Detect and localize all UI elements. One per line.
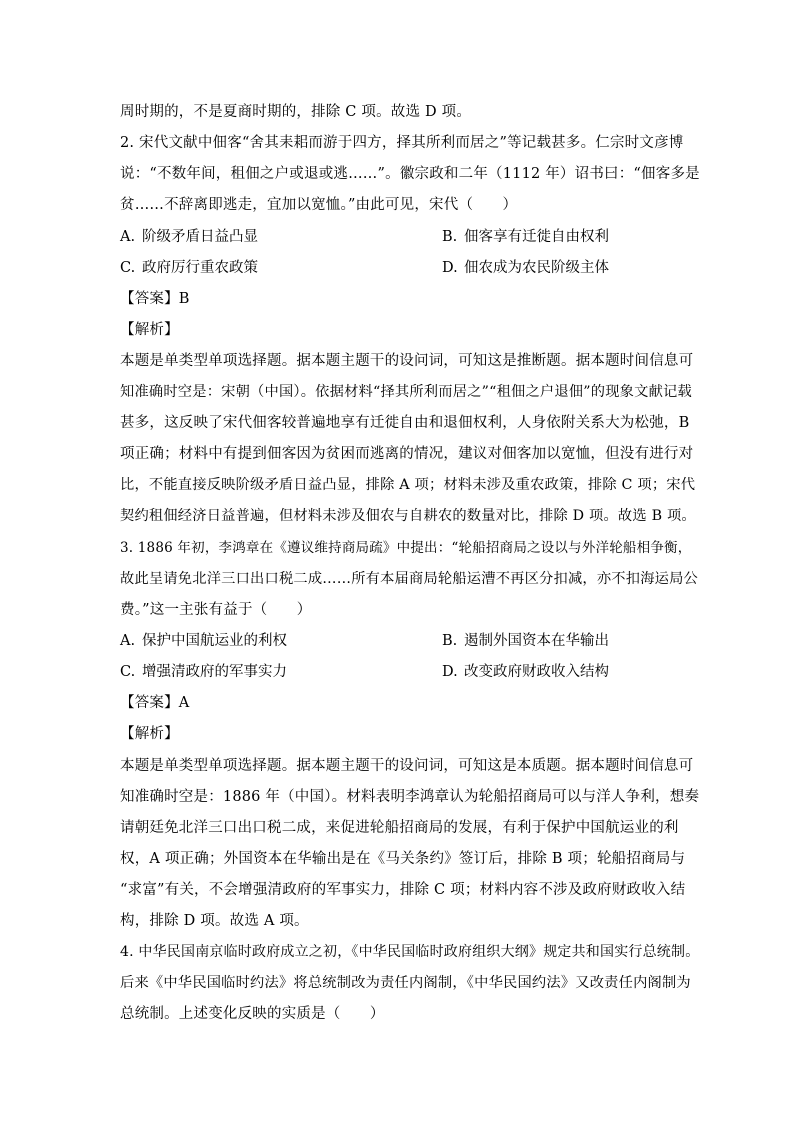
q2-option-a bbox=[120, 228, 258, 246]
option-letter: B. bbox=[442, 633, 458, 649]
option-text: 遏制外国资本在华输出 bbox=[464, 633, 609, 649]
option-letter: A. bbox=[120, 229, 136, 245]
option-text: 阶级矛盾日益凸显 bbox=[142, 229, 258, 245]
question-4-stem: 4. 中华民国南京临时政府成立之初，《中华民国临时政府组织大纲》规定共和国实行总统制。 bbox=[120, 944, 700, 960]
analysis-text: 请朝廷免北洋三口出口税二成，来促进轮船招商局的发展，有利于保护中国航运业的利 bbox=[120, 820, 679, 836]
q2-option-d bbox=[442, 259, 609, 277]
q3-option-d bbox=[442, 663, 609, 681]
analysis-text: 权，A 项正确；外国资本在华输出是在《马关条约》签订后，排除 B 项；轮船招商局与 bbox=[120, 851, 686, 867]
option-letter: B. bbox=[442, 229, 458, 245]
analysis-text: 本题是单类型单项选择题。据本题主题干的设问词，可知这是本质题。据本题时间信息可 bbox=[120, 758, 694, 774]
analysis-text: 契约租佃经济日益普遍，但材料未涉及佃农与自耕农的数量对比，排除 D 项。故选 B 项。 bbox=[120, 508, 696, 524]
analysis-text: 知准确时空是：1886 年（中国）。材料表明李鸿章认为轮船招商局可以与洋人争利，想奏 bbox=[120, 789, 700, 805]
analysis-label: 【解析】 bbox=[120, 726, 179, 742]
option-letter: C. bbox=[120, 260, 136, 276]
analysis-text: 本题是单类型单项选择题。据本题主题干的设问词，可知这是推断题。据本题时间信息可 bbox=[120, 353, 694, 369]
question-2-stem: 2. 宋代文献中佃客“舍其耒耜而游于四方，择其所利而居之”等记载甚多。仁宗时文彦博 bbox=[120, 135, 684, 151]
question-3-stem: 故此呈请免北洋三口出口税二成……所有本届商局轮船运漕不再区分扣减，亦不扣海运局公 bbox=[120, 571, 699, 587]
q2-option-b bbox=[442, 228, 609, 246]
q3-option-a bbox=[120, 632, 287, 650]
analysis-text: 构，排除 D 项。故选 A 项。 bbox=[120, 913, 309, 929]
option-text: 佃客享有迁徙自由权利 bbox=[464, 229, 609, 245]
question-4-stem: 总统制。上述变化反映的实质是（ ） bbox=[120, 1006, 385, 1022]
option-text: 改变政府财政收入结构 bbox=[464, 664, 609, 680]
option-letter: A. bbox=[120, 633, 136, 649]
option-text: 佃农成为农民阶级主体 bbox=[464, 260, 609, 276]
option-text: 保护中国航运业的利权 bbox=[142, 633, 287, 649]
analysis-text: 比，不能直接反映阶级矛盾日益凸显，排除 A 项；材料未涉及重农政策，排除 C 项；宋代 bbox=[120, 477, 696, 493]
analysis-label: 【解析】 bbox=[120, 322, 179, 338]
option-text: 增强清政府的军事实力 bbox=[142, 664, 287, 680]
q3-option-c bbox=[120, 663, 287, 681]
analysis-text: 知准确时空是：宋朝（中国）。依据材料“择其所利而居之”“租佃之户退佃”的现象文献记载 bbox=[120, 384, 692, 400]
analysis-text: 甚多，这反映了宋代佃客较普遍地享有迁徙自由和退佃权利，人身依附关系大为松弛，B bbox=[120, 415, 690, 431]
question-3-stem: 费。”这一主张有益于（ ） bbox=[120, 602, 312, 618]
question-4-stem: 后来《中华民国临时约法》将总统制改为责任内阁制，《中华民国约法》又改责任内阁制为 bbox=[120, 975, 691, 991]
option-letter: D. bbox=[442, 260, 458, 276]
q2-option-c bbox=[120, 259, 258, 277]
analysis-text: 项正确；材料中有提到佃客因为贫困而逃离的情况，建议对佃客加以宽恤，但没有进行对 bbox=[120, 446, 694, 462]
answer-label: 【答案】A bbox=[120, 695, 190, 711]
q3-option-b bbox=[442, 632, 609, 650]
question-2-stem: 说：“不数年间，租佃之户或退或逃……”。徽宗政和二年（1112 年）诏书曰：“佃客多是 bbox=[120, 166, 700, 182]
option-letter: C. bbox=[120, 664, 136, 680]
text-line: 周时期的，不是夏商时期的，排除 C 项。故选 D 项。 bbox=[120, 104, 472, 120]
answer-label: 【答案】B bbox=[120, 291, 190, 307]
question-3-stem: 3. 1886 年初，李鸿章在《遵议维持商局疏》中提出：“轮船招商局之设以与外洋轮船相争衡， bbox=[120, 540, 692, 556]
option-text: 政府厉行重农政策 bbox=[142, 260, 258, 276]
option-letter: D. bbox=[442, 664, 458, 680]
analysis-text: “求富”有关，不会增强清政府的军事实力，排除 C 项；材料内容不涉及政府财政收入结 bbox=[120, 882, 686, 898]
question-2-stem: 贫……不辞离即逃走，宜加以宽恤。”由此可见，宋代（ ） bbox=[120, 197, 518, 213]
